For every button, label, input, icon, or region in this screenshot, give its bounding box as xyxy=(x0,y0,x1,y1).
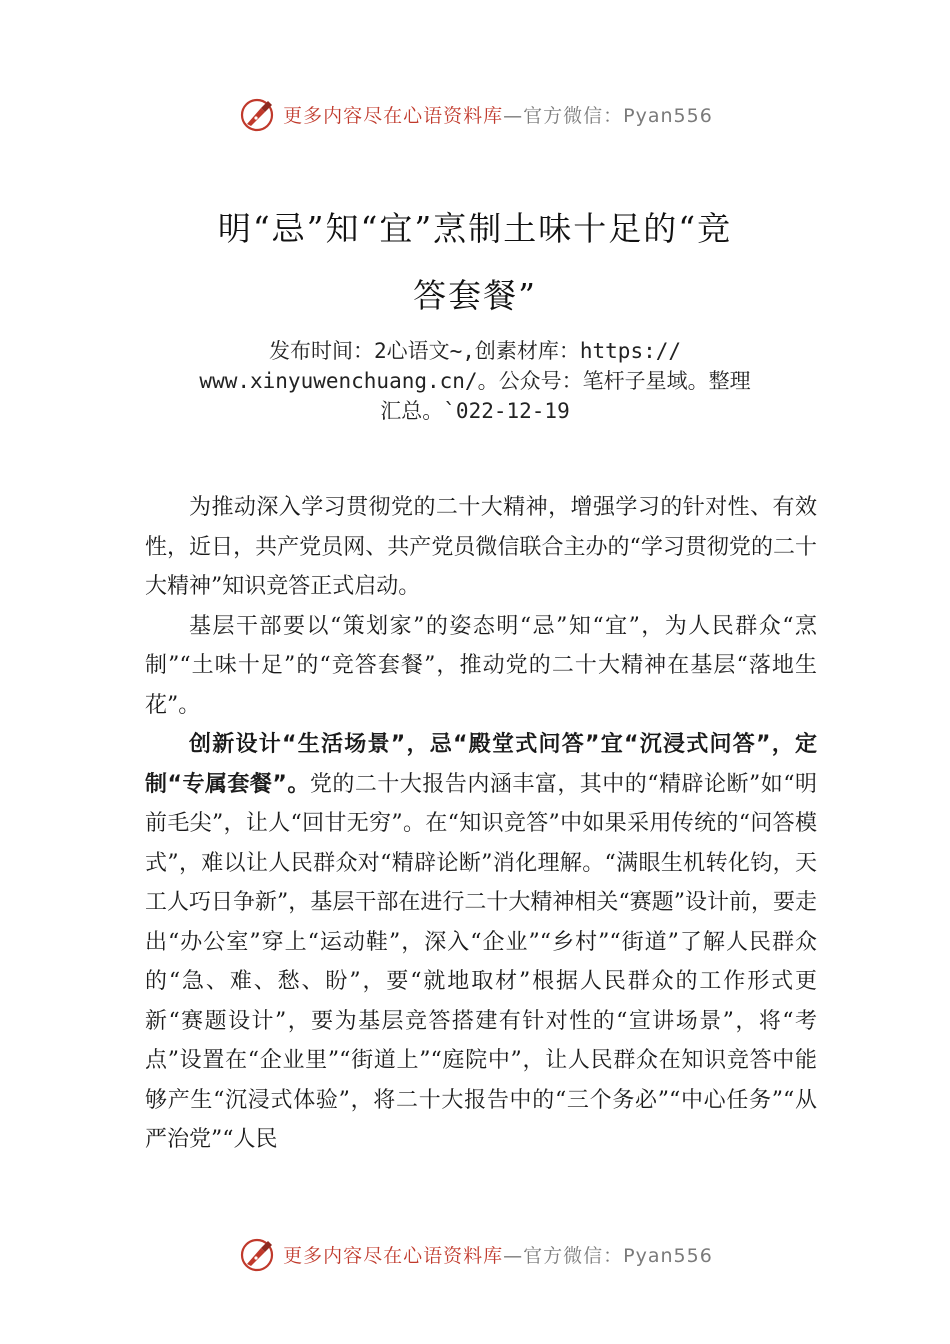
header-watermark-text xyxy=(283,101,713,128)
document-title xyxy=(140,195,810,329)
title-line-1: 明“忌”知“宜”烹制土味十足的“竞 xyxy=(217,209,733,248)
paragraph-intro: 为推动深入学习贯彻党的二十大精神，增强学习的针对性、有效性，近日，共产党员网、共产党员微信联合主办的“学习贯彻党的二十大精神”知识竞答正式启动。 xyxy=(145,495,817,599)
title-line-2: 答套餐” xyxy=(413,276,537,315)
pen-nib-logo-icon xyxy=(237,1234,277,1274)
section-heading: 创新设计“生活场景”，忌“殿堂式问答”宜“沉浸式问答”，定制“专属套餐”。 xyxy=(145,732,817,797)
header-watermark-banner xyxy=(0,92,950,136)
brand-text: 更多内容尽在心语资料库 xyxy=(283,104,504,127)
article-body xyxy=(145,488,817,1160)
paragraph-section-1 xyxy=(145,725,817,1160)
wechat-text: —官方微信：Pyan556 xyxy=(503,104,713,127)
footer-watermark-text xyxy=(283,1241,713,1268)
meta-line-1: 发布时间：2心语文~,创素材库：https:// xyxy=(268,339,682,363)
meta-line-3: 汇总。`022-12-19 xyxy=(380,399,570,423)
publish-meta xyxy=(140,336,810,426)
pen-nib-logo-icon xyxy=(237,94,277,134)
section-body: 党的二十大报告内涵丰富，其中的“精辟论断”如“明前毛尖”，让人“回甘无穷”。在“知识竞答”中如果采用传统的“问答模式”，难以让人民群众对“精辟论断”消化理解。“满眼生机转化钧，天工人巧日争新”，基层干部在进行二十大精神相关“赛题”设计前，要走出“办公室”穿上“运动鞋”，深入“企业”“乡村”“街道”了解人民群众的“急、难、愁、盼”，要“就地取材”根据人民群众的工作形式更新“赛题设计”，要为基层竞答搭建有针对性的“宣讲场景”，将“考点”设置在“企业里”“街道上”“庭院中”，让人民群众在知识竞答中能够产生“沉浸式体验”，将二十大报告中的“三个务必”“中心任务”“从严治党”“人民 xyxy=(145,771,817,1152)
wechat-text: —官方微信：Pyan556 xyxy=(503,1244,713,1267)
meta-line-2: www.xinyuwenchuang.cn/。公众号：笔杆子星域。整理 xyxy=(199,369,751,393)
paragraph-thesis: 基层干部要以“策划家”的姿态明“忌”知“宜”，为人民群众“烹制”“土味十足”的“竞答套餐”，推动党的二十大精神在基层“落地生花”。 xyxy=(145,613,817,718)
brand-text: 更多内容尽在心语资料库 xyxy=(283,1244,504,1267)
footer-watermark-banner xyxy=(0,1232,950,1276)
